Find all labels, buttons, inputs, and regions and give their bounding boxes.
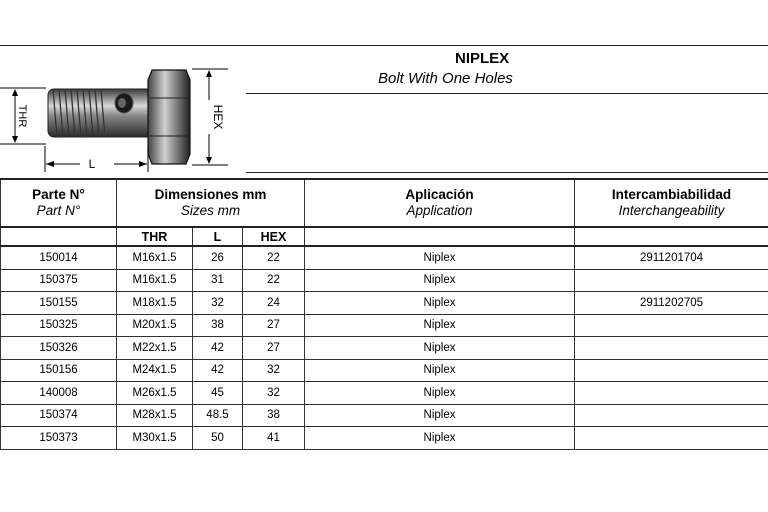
table-row bbox=[1, 292, 768, 315]
cell-hex: 22 bbox=[243, 246, 305, 269]
cell-part: 150326 bbox=[1, 337, 117, 360]
cell-thr: M30x1.5 bbox=[117, 427, 193, 450]
cell-application: Niplex bbox=[305, 427, 575, 450]
table-row bbox=[1, 359, 768, 382]
table-row bbox=[1, 427, 768, 450]
title-rule-bottom bbox=[246, 172, 768, 173]
cell-l: 50 bbox=[193, 427, 243, 450]
header-part: Parte N° Part N° bbox=[1, 179, 117, 227]
cell-thr: M28x1.5 bbox=[117, 404, 193, 427]
spec-table bbox=[0, 178, 768, 450]
table-row bbox=[1, 382, 768, 405]
thr-label: THR bbox=[16, 104, 28, 128]
cell-l: 45 bbox=[193, 382, 243, 405]
header-interchangeability: Intercambiabilidad Interchangeability bbox=[575, 179, 768, 227]
cell-hex: 22 bbox=[243, 269, 305, 292]
bolt-hex-head-shape bbox=[148, 70, 190, 164]
cell-hex: 41 bbox=[243, 427, 305, 450]
table-row bbox=[1, 337, 768, 360]
subheader-blank bbox=[575, 227, 768, 246]
bolt-diagram bbox=[0, 60, 240, 180]
bolt-thread-shape bbox=[48, 89, 156, 137]
subheader-hex: HEX bbox=[243, 227, 305, 246]
title-rule bbox=[246, 93, 768, 94]
cell-hex: 24 bbox=[243, 292, 305, 315]
cell-application: Niplex bbox=[305, 292, 575, 315]
cell-hex: 38 bbox=[243, 404, 305, 427]
cell-thr: M26x1.5 bbox=[117, 382, 193, 405]
cell-application: Niplex bbox=[305, 404, 575, 427]
hex-label: HEX bbox=[211, 104, 225, 130]
cell-part: 150325 bbox=[1, 314, 117, 337]
table-header-row bbox=[1, 179, 768, 227]
cell-interchange bbox=[575, 337, 768, 360]
cell-interchange bbox=[575, 427, 768, 450]
cell-interchange bbox=[575, 382, 768, 405]
cell-l: 26 bbox=[193, 246, 243, 269]
table-subheader-row bbox=[1, 227, 768, 246]
cell-l: 32 bbox=[193, 292, 243, 315]
cell-interchange bbox=[575, 359, 768, 382]
page-title: NIPLEX bbox=[455, 50, 510, 67]
cell-hex: 27 bbox=[243, 337, 305, 360]
cell-l: 31 bbox=[193, 269, 243, 292]
cell-hex: 32 bbox=[243, 359, 305, 382]
subheader-thr: THR bbox=[117, 227, 193, 246]
cell-hex: 27 bbox=[243, 314, 305, 337]
cell-interchange bbox=[575, 269, 768, 292]
cell-application: Niplex bbox=[305, 314, 575, 337]
cell-l: 38 bbox=[193, 314, 243, 337]
table-row bbox=[1, 404, 768, 427]
cell-l: 42 bbox=[193, 359, 243, 382]
cell-thr: M16x1.5 bbox=[117, 269, 193, 292]
cell-interchange bbox=[575, 314, 768, 337]
table-row bbox=[1, 314, 768, 337]
cell-application: Niplex bbox=[305, 337, 575, 360]
cell-part: 150375 bbox=[1, 269, 117, 292]
cell-application: Niplex bbox=[305, 246, 575, 269]
table-row bbox=[1, 246, 768, 269]
cell-part: 150014 bbox=[1, 246, 117, 269]
top-rule bbox=[0, 45, 768, 46]
subheader-blank bbox=[305, 227, 575, 246]
subheader-blank bbox=[1, 227, 117, 246]
cell-thr: M22x1.5 bbox=[117, 337, 193, 360]
cell-l: 48.5 bbox=[193, 404, 243, 427]
cell-application: Niplex bbox=[305, 269, 575, 292]
l-label: L bbox=[88, 157, 96, 171]
table-row bbox=[1, 269, 768, 292]
header-dimensions: Dimensiones mm Sizes mm bbox=[117, 179, 305, 227]
cell-interchange: 2911202705 bbox=[575, 292, 768, 315]
cell-part: 150373 bbox=[1, 427, 117, 450]
cell-application: Niplex bbox=[305, 359, 575, 382]
cell-thr: M18x1.5 bbox=[117, 292, 193, 315]
cell-application: Niplex bbox=[305, 382, 575, 405]
cell-part: 140008 bbox=[1, 382, 117, 405]
cell-thr: M16x1.5 bbox=[117, 246, 193, 269]
cell-hex: 32 bbox=[243, 382, 305, 405]
cell-part: 150156 bbox=[1, 359, 117, 382]
cell-thr: M24x1.5 bbox=[117, 359, 193, 382]
page-subtitle: Bolt With One Holes bbox=[378, 70, 513, 87]
cell-interchange bbox=[575, 404, 768, 427]
cell-l: 42 bbox=[193, 337, 243, 360]
l-dimension-line bbox=[45, 146, 148, 172]
cell-interchange: 2911201704 bbox=[575, 246, 768, 269]
subheader-l: L bbox=[193, 227, 243, 246]
cell-part: 150155 bbox=[1, 292, 117, 315]
header-application: Aplicación Application bbox=[305, 179, 575, 227]
cell-part: 150374 bbox=[1, 404, 117, 427]
cell-thr: M20x1.5 bbox=[117, 314, 193, 337]
